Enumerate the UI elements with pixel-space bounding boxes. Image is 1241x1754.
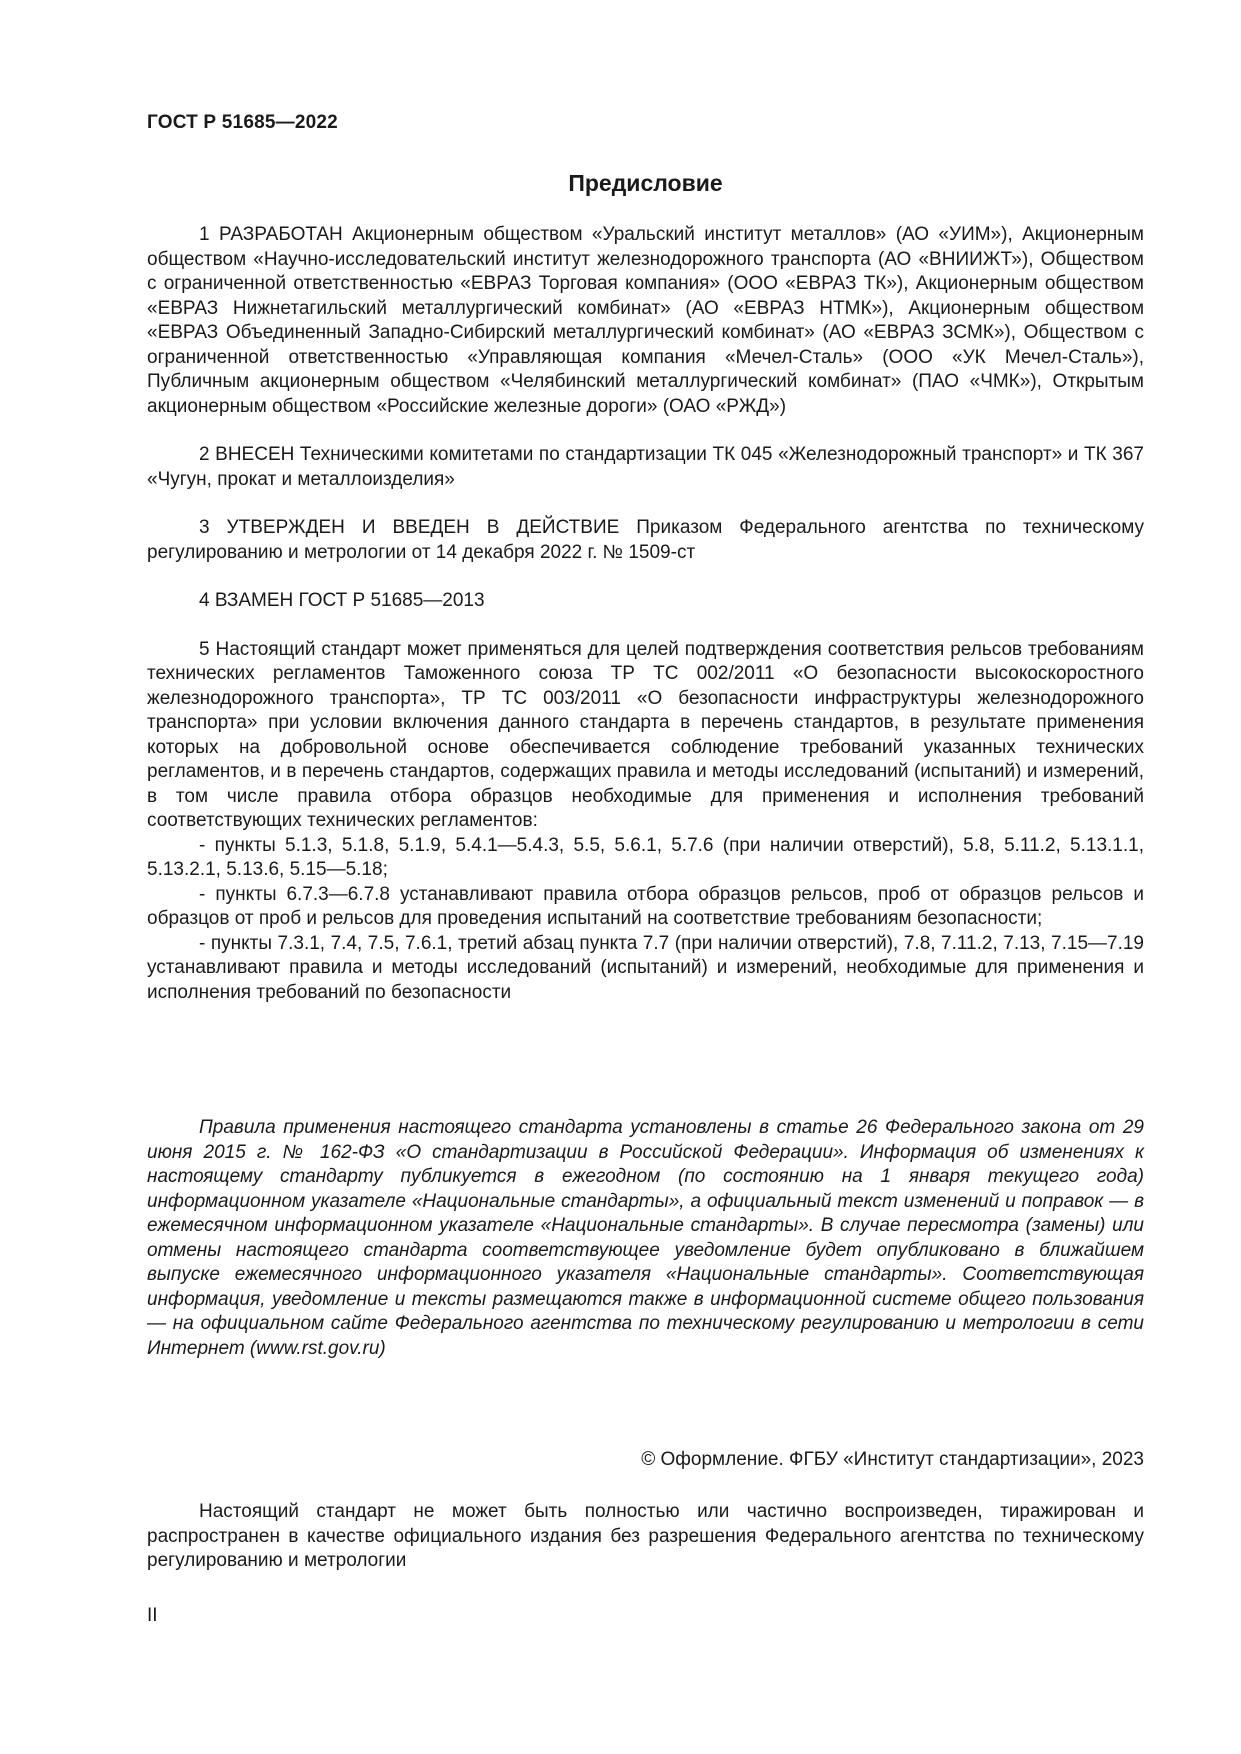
rules-notice [147, 1116, 1144, 1361]
document-code-header: ГОСТ Р 51685—2022 [147, 112, 338, 133]
foreword-body [147, 223, 1144, 1005]
paragraph-introduced-by: 2 ВНЕСЕН Техническими комитетами по стандартизации ТК 045 «Железнодорожный транспорт» и ТК 367 «Чугун, прокат и металлоизделия» [147, 444, 1144, 490]
reproduction-notice-text: Настоящий стандарт не может быть полностью или частично воспроизведен, тиражирован и распространен в качестве официального издания без разрешения Федерального агентства по техническому регулированию и метрологии [147, 1501, 1144, 1571]
reproduction-notice [147, 1500, 1144, 1574]
rules-notice-text: Правила применения настоящего стандарта установлены в статье 26 Федерального закона от 29 июня 2015 г. № 162-ФЗ «О стандартизации в Российской Федерации». Информация об изменениях к настоящему стандарту публикуется в ежегодном (по состоянию на 1 января текущего года) информационном указателе «Национальные стандарты», а официальный текст изменений и поправок — в ежемесячном информационном указателе «Национальные стандарты». В случае пересмотра (замены) или отмены настоящего стандарта соответствующее уведомление будет опубликовано в ближайшем выпуске ежемесячного информационного указателя «Национальные стандарты». Соответствующая информация, уведомление и тексты размещаются также в информационной системе общего пользования — на официальном сайте Федерального агентства по техническому регулированию и метрологии в сети Интернет (www.rst.gov.ru) [147, 1117, 1144, 1359]
list-item: - пункты 7.3.1, 7.4, 7.5, 7.6.1, третий абзац пункта 7.7 (при наличии отверстий), 7.8, 7.11.2, 7.13, 7.15—7.19 устанавливают правила и методы исследований (испытаний) и измерений, необходимые для применения и исполнения требований по безопасности [147, 932, 1144, 1003]
copyright-line: © Оформление. ФГБУ «Институт стандартизации», 2023 [641, 1449, 1144, 1470]
list-item: - пункты 6.7.3—6.7.8 устанавливают правила отбора образцов рельсов, проб от образцов рельсов и образцов от проб и рельсов для проведения испытаний на соответствие требованиям безопасности; [147, 883, 1144, 929]
page-title: Предисловие [568, 170, 723, 196]
list-item: - пункты 5.1.3, 5.1.8, 5.1.9, 5.4.1—5.4.3, 5.5, 5.6.1, 5.7.6 (при наличии отверстий), 5.8, 5.11.2, 5.13.1.1, 5.13.2.1, 5.13.6, 5.15—5.18; [147, 834, 1144, 880]
paragraph-developed-by: 1 РАЗРАБОТАН Акционерным обществом «Уральский институт металлов» (АО «УИМ»), Акционерным обществом «Научно-исследовательский институт железнодорожного транспорта (АО «ВНИИЖТ»), Обществом с ограниченной ответственностью «ЕВРАЗ Торговая компания» (ООО «ЕВРАЗ ТК»), Акционерным обществом «ЕВРАЗ Нижнетагильский металлургический комбинат» (АО «ЕВРАЗ НТМК»), Акционерным обществом «ЕВРАЗ Объединенный Западно-Сибирский металлургический комбинат» (АО «ЕВРАЗ ЗСМК»), Обществом с ограниченной ответственностью «Управляющая компания «Мечел-Сталь» (ООО «УК Мечел-Сталь»), Публичным акционерным обществом «Челябинский металлургический комбинат» (ПАО «ЧМК»), Открытым акционерным обществом «Российские железные дороги» (ОАО «РЖД») [147, 224, 1144, 417]
paragraph-conformity: 5 Настоящий стандарт может применяться для целей подтверждения соответствия рельсов требованиям технических регламентов Таможенного союза ТР ТС 002/2011 «О безопасности высокоскоростного железнодорожного транспорта», ТР ТС 003/2011 «О безопасности инфраструктуры железнодорожного транспорта» при условии включения данного стандарта в перечень стандартов, в результате применения которых на добровольной основе обеспечивается соблюдение требований указанных технических регламентов, и в перечень стандартов, содержащих правила и методы исследований (испытаний) и измерений, в том числе правила отбора образцов необходимые для применения и исполнения требований соответствующих технических регламентов: [147, 638, 1144, 831]
page-number: II [147, 1605, 158, 1626]
paragraph-replaces: 4 ВЗАМЕН ГОСТ Р 51685—2013 [199, 590, 485, 611]
paragraph-approved: 3 УТВЕРЖДЕН И ВВЕДЕН В ДЕЙСТВИЕ Приказом Федерального агентства по техническому регулированию и метрологии от 14 декабря 2022 г. № 1509-ст [147, 517, 1144, 563]
